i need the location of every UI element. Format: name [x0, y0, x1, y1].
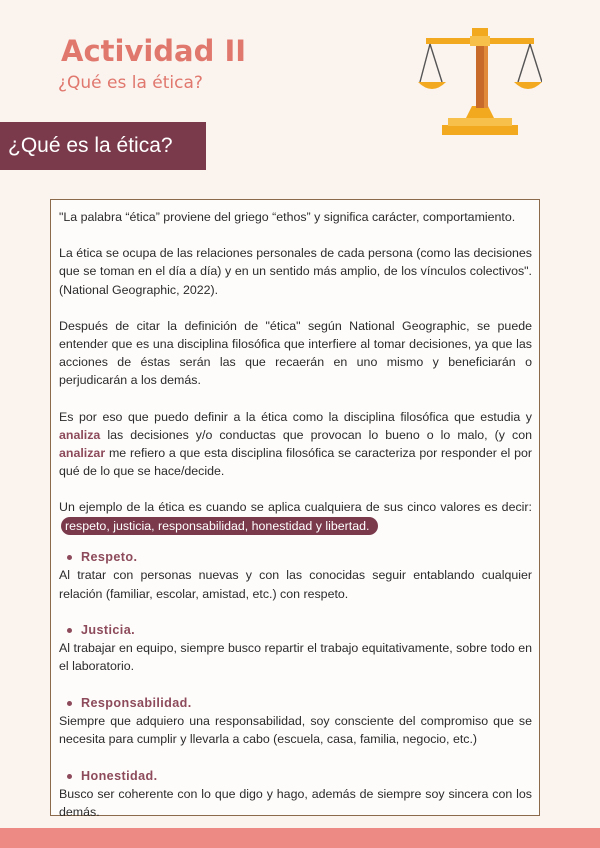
page-subtitle: ¿Qué es la ética?: [58, 73, 203, 93]
value-description: Al trabajar en equipo, siempre busco repartir el trabajo equitativamente, sobre todo en el laboratorio.: [59, 641, 532, 674]
keyword-analiza: analiza: [59, 427, 101, 442]
page-title: Actividad II: [61, 34, 247, 68]
paragraph-quote-2: La ética se ocupa de las relaciones personales de cada persona (como las decisiones que se toman en el día a día) y en un sentido más amplio, de los vínculos colectivos". (National Geographic, 2022).: [59, 246, 532, 297]
value-description: Siempre que adquiero una responsabilidad, soy consciente del compromiso que se necesita para cumplir y llevarla a cabo (escuela, casa, familia, negocio, etc.): [59, 714, 532, 747]
section-banner: [0, 122, 206, 170]
paragraph-quote-1: "La palabra “ética” proviene del griego “ethos” y significa carácter, comportamiento.: [59, 210, 516, 224]
keyword-analizar: analizar: [59, 446, 106, 461]
paragraph-interpretation: Después de citar la definición de "ética" según National Geographic, se puede entender que es una disciplina filosófica que interfiere al tomar decisiones, ya que las acciones de éstas serán las que recaerán en uno mismo y beneficiarán o perjudicarán a los demás.: [59, 318, 532, 388]
definition-text-c: me refiero a que esta disciplina filosófica se caracteriza por responder el por qué de lo que se hace/decide.: [59, 446, 532, 479]
section-banner-label: ¿Qué es la ética?: [8, 134, 173, 157]
paragraph-definition: [59, 408, 532, 481]
paragraph-example: [59, 498, 532, 534]
definition-text-a: Es por eso que puedo definir a la ética como la disciplina filosófica que estudia y: [59, 409, 532, 424]
value-description: Busco ser coherente con lo que digo y hago, además de siempre soy sincera con los demás.: [59, 787, 532, 820]
value-description: Al tratar con personas nuevas y con las conocidas seguir entablando cualquier relación (familiar, escolar, amistad, etc.) con respeto.: [59, 568, 532, 601]
value-heading: Honestidad.: [59, 767, 532, 786]
definition-text-b: las decisiones y/o conductas que provocan lo bueno o lo malo, (y con: [107, 427, 532, 442]
values-highlight: respeto, justicia, responsabilidad, honestidad y libertad.: [61, 517, 378, 535]
content-card: [50, 199, 540, 820]
example-text: Un ejemplo de la ética es cuando se aplica cualquiera de sus cinco valores es decir:: [59, 500, 532, 515]
values-list: [59, 548, 532, 822]
value-heading: Respeto.: [59, 548, 532, 567]
balance-scale-icon: [418, 26, 542, 138]
value-heading: Responsabilidad.: [59, 694, 532, 713]
footer-bar: [0, 828, 600, 848]
value-heading: Justicia.: [59, 621, 532, 640]
